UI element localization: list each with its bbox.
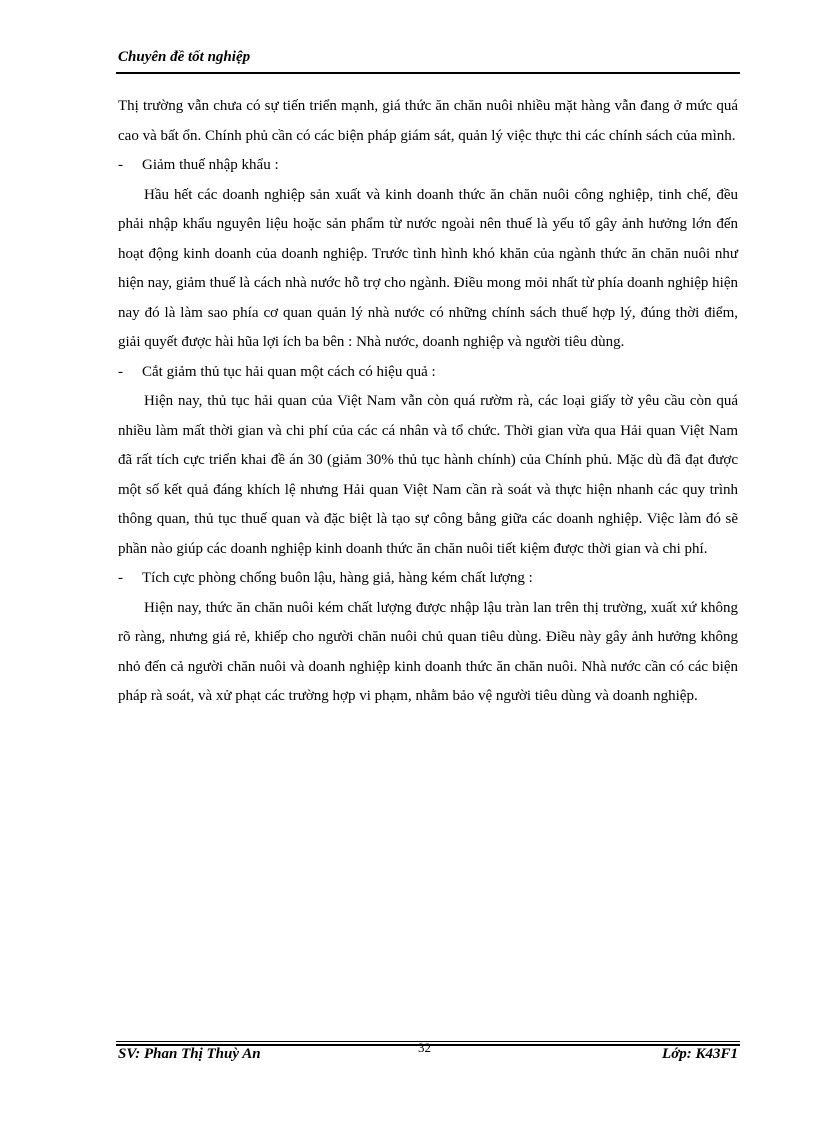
footer-student-name: SV: Phan Thị Thuỳ An [118, 1046, 261, 1062]
bullet-2-dash: - [118, 363, 123, 380]
bullet-2-text: Cắt giảm thủ tục hải quan một cách có hiệu quả : [142, 363, 436, 380]
paragraph-2: Hầu hết các doanh nghiệp sản xuất và kinh doanh thức ăn chăn nuôi công nghiệp, tinh chế, đều phải nhập khẩu nguyên liệu hoặc sản phẩm từ nước ngoài nên thuế là yếu tố gây ảnh hưởng lớn đến hoạt động kinh doanh của doanh nghiệp. Trước tình hình khó khăn của ngành thức ăn chăn nuôi như hiện nay, giảm thuế là cách nhà nước hỗ trợ cho ngành. Điều mong mỏi nhất từ phía doanh nghiệp hiện nay đó là làm sao phía cơ quan quản lý nhà nước có những chính sách thuế hợp lý, đúng thời điểm, giải quyết được hài hũa lợi ích ba bên : Nhà nước, doanh nghiệp và người tiêu dùng. [118, 186, 738, 350]
page-number: 32 [418, 1040, 431, 1055]
header-rule [116, 72, 740, 74]
footer-class: Lớp: K43F1 [662, 1046, 738, 1062]
paragraph-1: Thị trường vẫn chưa có sự tiến triển mạnh, giá thức ăn chăn nuôi nhiều mặt hàng vẫn đang ở mức quá cao và bất ổn. Chính phủ cần có các biện pháp giám sát, quản lý việc thực thi các chính sách của mình. [118, 98, 738, 144]
bullet-1-text: Giảm thuế nhập khẩu : [142, 157, 279, 173]
bullet-3-text: Tích cực phòng chống buôn lậu, hàng giả, hàng kém chất lượng : [142, 570, 533, 586]
bullet-1-dash: - [118, 157, 123, 173]
bullet-3 [118, 564, 738, 594]
bullet-3-dash: - [118, 570, 123, 586]
paragraph-3: Hiện nay, thủ tục hải quan của Việt Nam vẫn còn quá rườm rà, các loại giấy tờ yêu cầu còn quá nhiều làm mất thời gian và chi phí của các cá nhân và tổ chức. Thời gian vừa qua Hải quan Việt Nam đã rất tích cực triển khai đề án 30 (giảm 30% thủ tục hành chính) của Chính phủ. Mặc dù đã đạt được một số kết quả đáng khích lệ nhưng Hải quan Việt Nam cần rà soát và thực hiện nhanh các quy trình thông quan, thủ tục thuế quan và đặc biệt là tạo sự công bằng giữa các doanh nghiệp. Việc làm đó sẽ phần nào giúp các doanh nghiệp kinh doanh thức ăn chăn nuôi tiết kiệm được thời gian và chi phí. [118, 393, 738, 557]
paragraph-4: Hiện nay, thức ăn chăn nuôi kém chất lượng được nhập lậu tràn lan trên thị trường, xuất xứ không rõ ràng, nhưng giá rẻ, khiếp cho người chăn nuôi chủ quan tiêu dùng. Điều này gây ảnh hưởng không nhỏ đến cả người chăn nuôi và doanh nghiệp kinh doanh thức ăn chăn nuôi. Nhà nước cần có các biện pháp rà soát, và xử phạt các trường hợp vi phạm, nhằm bảo vệ người tiêu dùng và doanh nghiệp. [118, 599, 738, 704]
header-title: Chuyên đề tốt nghiệp [118, 49, 251, 65]
bullet-1 [118, 151, 738, 181]
body-text [118, 92, 738, 712]
bullet-2 [118, 358, 738, 388]
